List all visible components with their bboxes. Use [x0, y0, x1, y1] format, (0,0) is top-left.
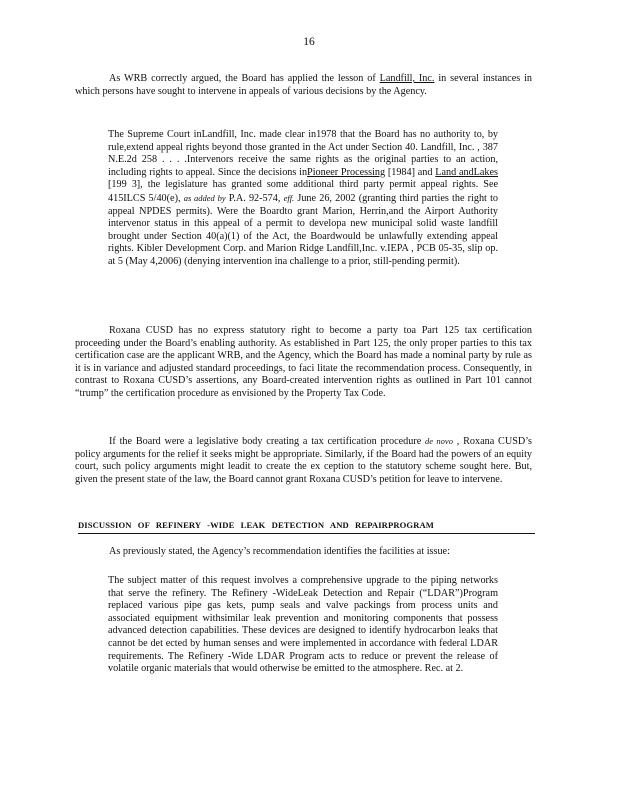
text-run: [1984] and [385, 166, 436, 178]
paragraph-agency-recommendation: As previously stated, the Agency’s recommendation identifies the facilities at issue: [109, 546, 450, 557]
text-run: Landfill, Inc. [201, 129, 256, 140]
case-name-landfill: Landfill, Inc. [379, 73, 435, 84]
text-run: P.A. 92-574, [225, 192, 284, 204]
text-run: The Supreme Court in [108, 129, 202, 140]
case-name-pioneer-processing: Pioneer Processing [307, 166, 386, 178]
text-run-italic: eff. [283, 192, 295, 203]
text-run-italic: de novo [425, 436, 453, 446]
section-heading: DISCUSSION OF REFINERY -WIDE LEAK DETECTION AND REPAIRPROGRAM [78, 519, 535, 534]
text-run-italic: as added by [183, 192, 226, 203]
block-quote-kibler [108, 129, 498, 269]
block-quote-ldar-program: The subject matter of this request involves a comprehensive upgrade to the piping networks that serve the refinery. The Refinery -WideLeak Detection and Repair (“LDAR”)Program replaced various pipe gas kets, pump seals and valve packings from process units and associated equipment withsimilar leak prevention and monitoring components that possess advanced detection capabilities. These devices are designed to identify hydrocarbon leaks that cannot be det ected by human senses and were implemented in accordance with federal LDAR requirements. The Refinery -Wide LDAR Program acts to reduce or prevent the release of volatile organic materials that would otherwise be emitted to the atmosphere. Rec. at 2. [108, 575, 498, 675]
paragraph-roxana-no-right: Roxana CUSD has no express statutory right to become a party toa Part 125 tax certification proceeding under the Board’s enabling authority. As established in Part 125, the only proper parties to this tax certification case are the applicant WRB, and the Agency, which the Board has made a nominal party by rule as it is in variance and adjusted standard proceedings, to faci litate the recommendation process. Consequently, in contrast to Roxana CUSD’s assertions, any Board-created intervention rights as outlined in Part 101 cannot “trump” the certification procedure as envisioned by the Property Tax Code. [75, 325, 532, 399]
case-name-land-and-lakes: Land andLakes [435, 166, 498, 178]
page-number: 16 [303, 36, 315, 48]
paragraph-legislative-body [75, 435, 532, 486]
text-run: June 26, 2002 (granting third parties the right to appeal NPDES permits). Were the Boardto grant Marion, Herrin,and the Airport Authority intervenor status in this appeal of a permit to developa new municipal solid waste landfill brought under Section 40(a)(1) of the Act, the Boardwould be unlawfully extending appeal rights. Kibler Development Corp. and Marion Ridge Landfill,Inc. v.IEPA , PCB 05-35, slip op. at 5 (May 4,2006) (denying intervention ina challenge to a prior, still-pending permit). [108, 192, 498, 267]
text-run: made clear in1978 that the Board has no authority to, by rule,extend appeal rights beyond those granted in the Act under Section 40. Landfill, Inc. , 387 N.E.2d 258 . . . .Intervenors receive the same rights as the original parties to an action, including rights to appeal. Since the decisions in [108, 129, 499, 178]
text-run: As WRB correctly argued, the Board has applied the lesson of [109, 73, 380, 84]
text-run: If the Board were a legislative body creating a tax certification procedure [109, 436, 426, 447]
paragraph-intervention-lesson [75, 73, 532, 98]
text-run: in several instances in which persons have sought to intervene in appeals of various decisions by the Agency. [75, 73, 532, 97]
text-run: , Roxana CUSD’s policy arguments for the relief it seeks might be appropriate. Similarly, if the Board had the powers of an equity court, such policy arguments might leadit to create the ex ception to the statutory scheme sought here. But, given the present state of the law, the Board cannot grant Roxana CUSD’s petition for leave to intervene. [75, 436, 533, 485]
text-run: [199 3], the legislature has granted some additional third party permit appeal rights. See 415ILCS 5/40(e), [108, 179, 498, 204]
